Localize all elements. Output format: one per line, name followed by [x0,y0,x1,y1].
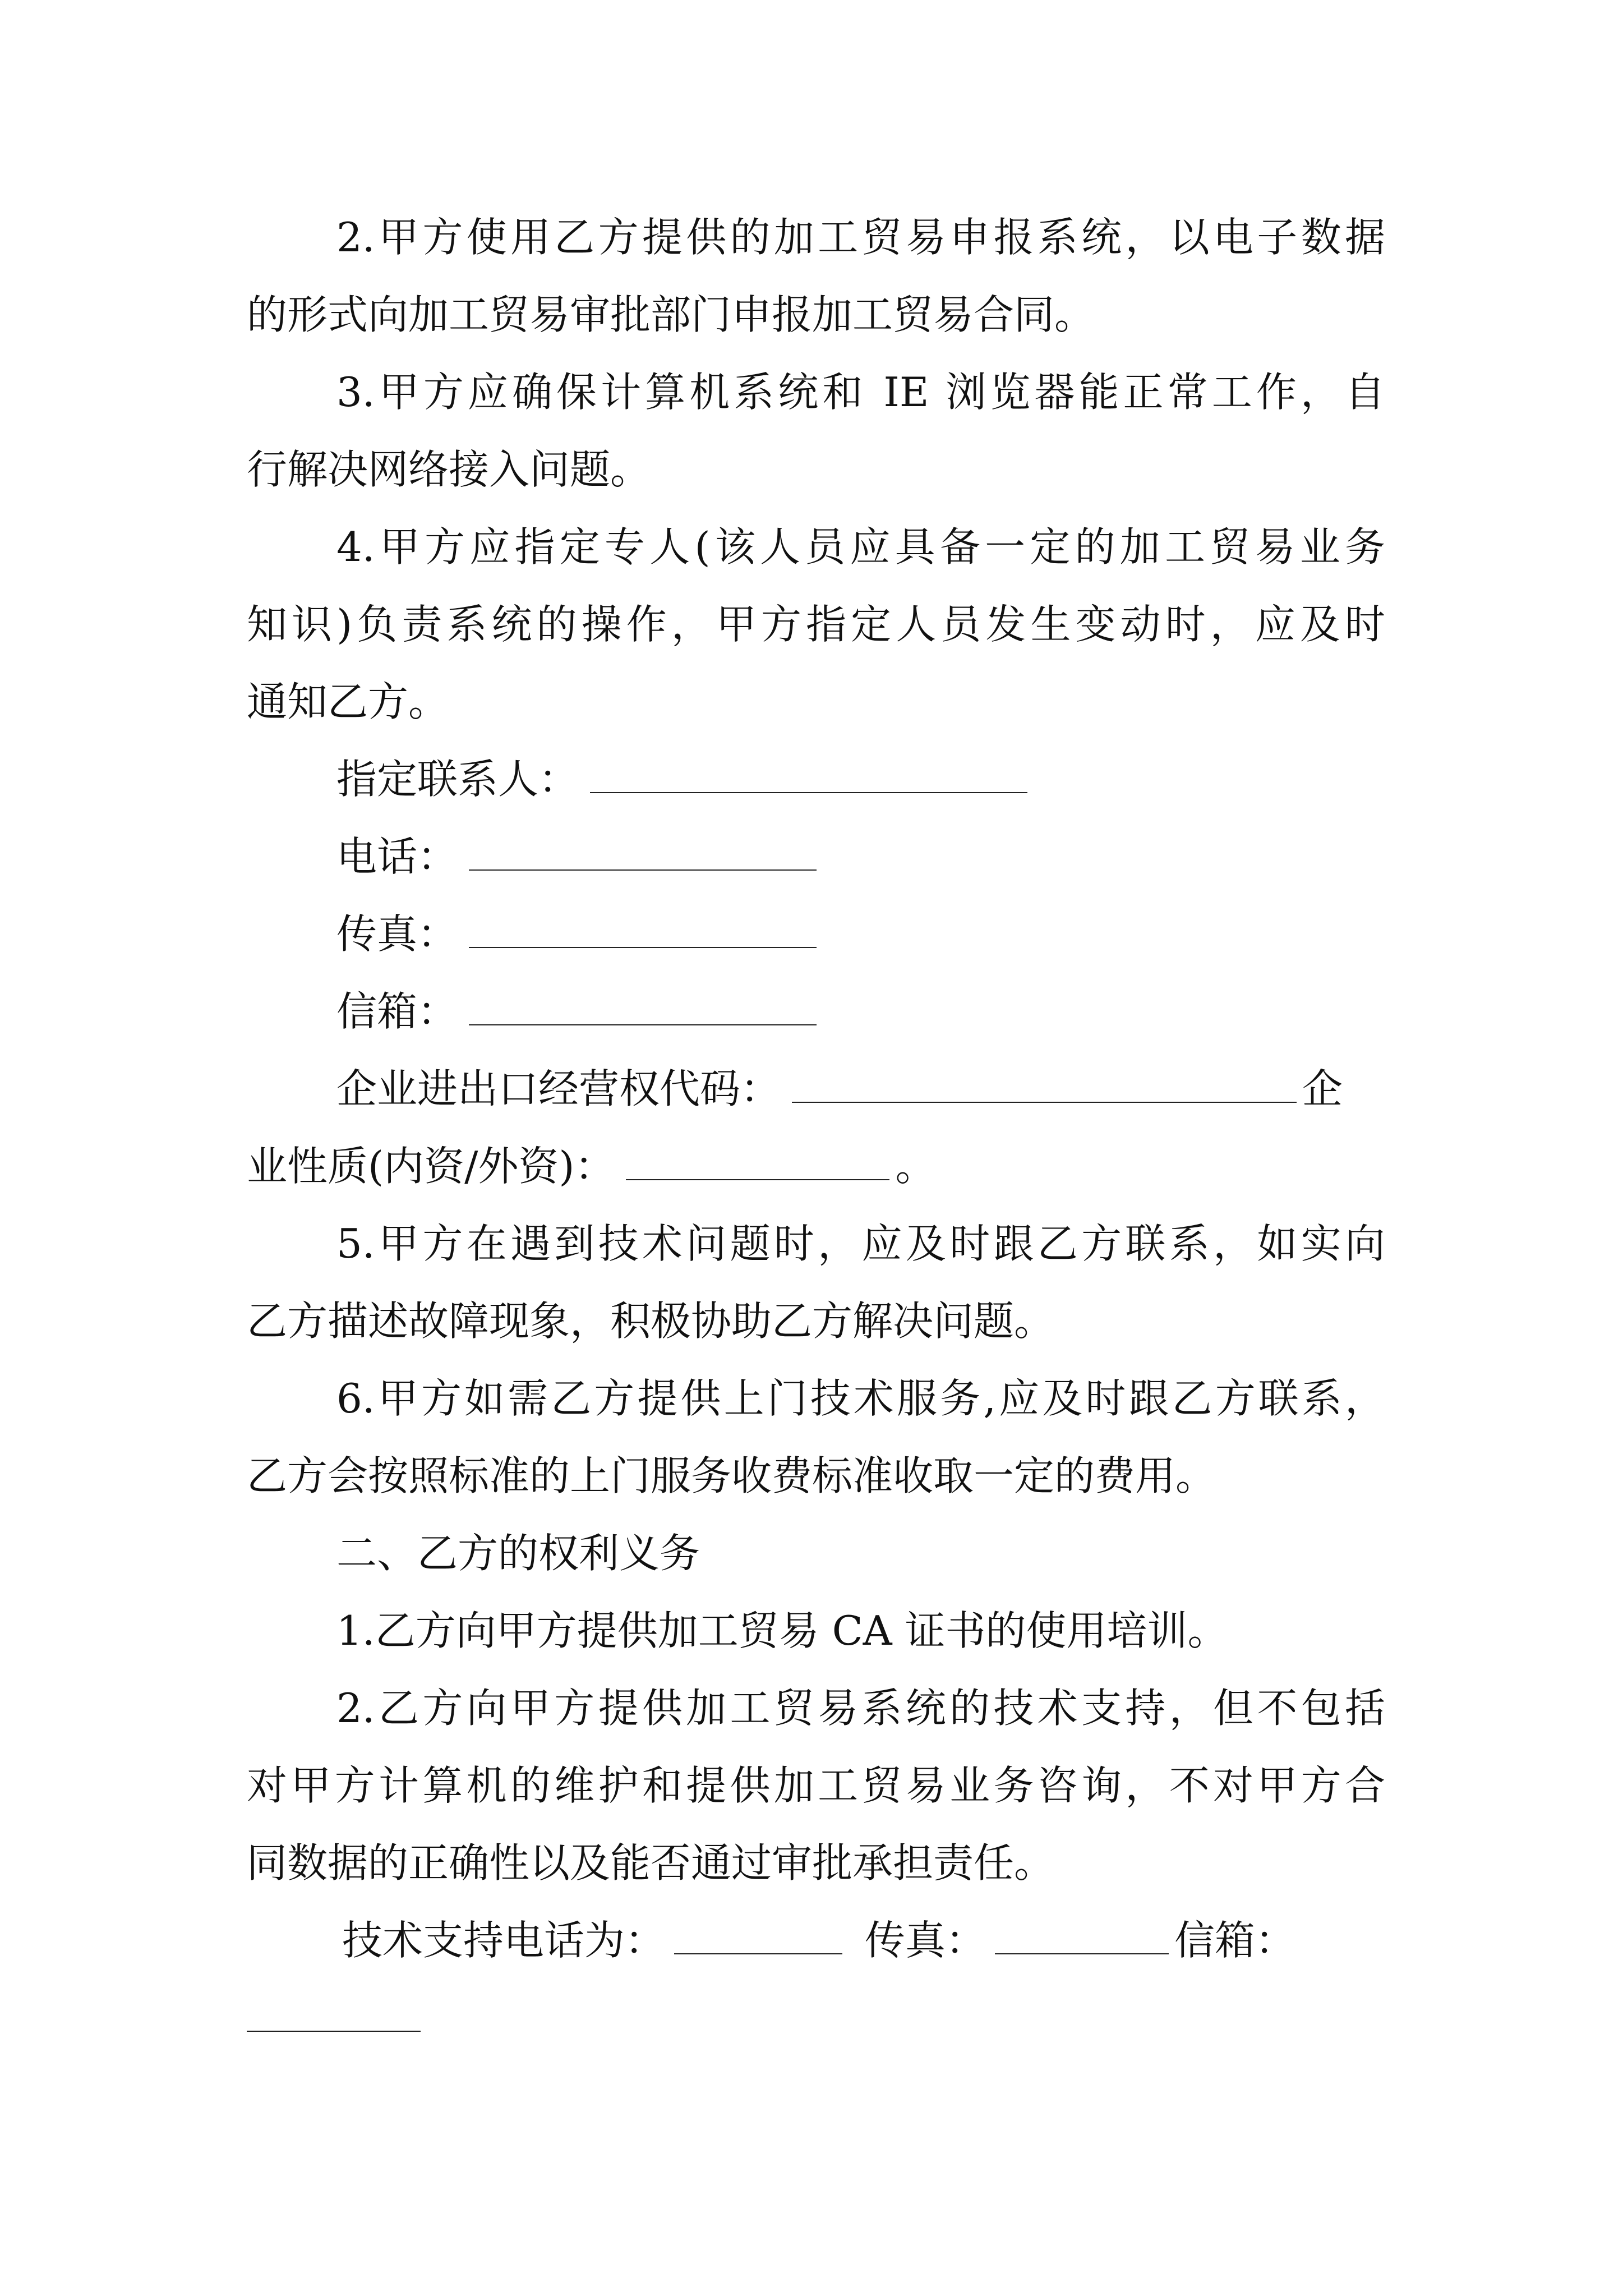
paragraph-line: 知识)负责系统的操作，甲方指定人员发生变动时，应及时 [247,601,1385,648]
paragraph-line: 5.甲方在遇到技术问题时，应及时跟乙方联系，如实向 [336,1220,1385,1267]
fax-label: 传真： [336,910,458,958]
code-blank [792,1067,1297,1103]
paragraph-line: 的形式向加工贸易审批部门申报加工贸易合同。 [247,291,1095,338]
code-field [336,1064,1343,1114]
paragraph-line: 通知乙方。 [247,678,449,725]
phone-label: 电话： [336,833,458,880]
fax-blank [469,912,817,948]
support-mailbox-blank [247,1996,421,2032]
phone-field [336,831,817,882]
paragraph-line: 同数据的正确性以及能否通过审批承担责任。 [247,1839,1055,1887]
contact-label: 指定联系人： [336,756,579,803]
paragraph-line: 4.甲方应指定专人(该人员应具备一定的加工贸易业务 [336,523,1385,570]
contact-field [336,754,1027,804]
paragraph-line: 对甲方计算机的维护和提供加工贸易业务咨询，不对甲方合 [247,1762,1385,1809]
mailbox-blank [469,990,817,1025]
support-fax-blank [995,1918,1169,1954]
fax-field [336,909,817,959]
contact-blank [590,757,1027,793]
support-field [342,1915,1295,1966]
phone-blank [469,835,817,871]
paragraph-line: 行解决网络接入问题。 [247,446,651,493]
support-mailbox-label: 信箱： [1174,1917,1296,1964]
code-label: 企业进出口经营权代码： [336,1065,781,1112]
support-phone-blank [674,1918,842,1954]
support-mailbox-field [247,1993,421,2043]
paragraph-line: 2.甲方使用乙方提供的加工贸易申报系统，以电子数据 [336,214,1385,261]
paragraph-line: 6.甲方如需乙方提供上门技术服务,应及时跟乙方联系， [336,1375,1385,1422]
paragraph-line: 乙方会按照标准的上门服务收费标准收取一定的费用。 [247,1452,1216,1499]
support-phone-label: 技术支持电话为： [342,1917,666,1964]
paragraph-line: 乙方描述故障现象，积极协助乙方解决问题。 [247,1297,1055,1345]
paragraph-line: 2.乙方向甲方提供加工贸易系统的技术支持，但不包括 [336,1685,1385,1732]
code-tail: 企 [1302,1065,1343,1112]
paragraph-line: 1.乙方向甲方提供加工贸易 CA 证书的使用培训。 [336,1607,1228,1654]
support-fax-label: 传真： [865,1917,986,1964]
nature-end: 。 [895,1143,936,1190]
mailbox-field [336,986,817,1037]
section-heading: 二、乙方的权利义务 [336,1530,700,1577]
nature-field [247,1141,935,1191]
mailbox-label: 信箱： [336,988,458,1035]
paragraph-line: 3.甲方应确保计算机系统和 IE 浏览器能正常工作，自 [336,369,1385,416]
nature-label: 业性质(内资/外资)： [247,1143,615,1190]
nature-blank [626,1144,889,1180]
